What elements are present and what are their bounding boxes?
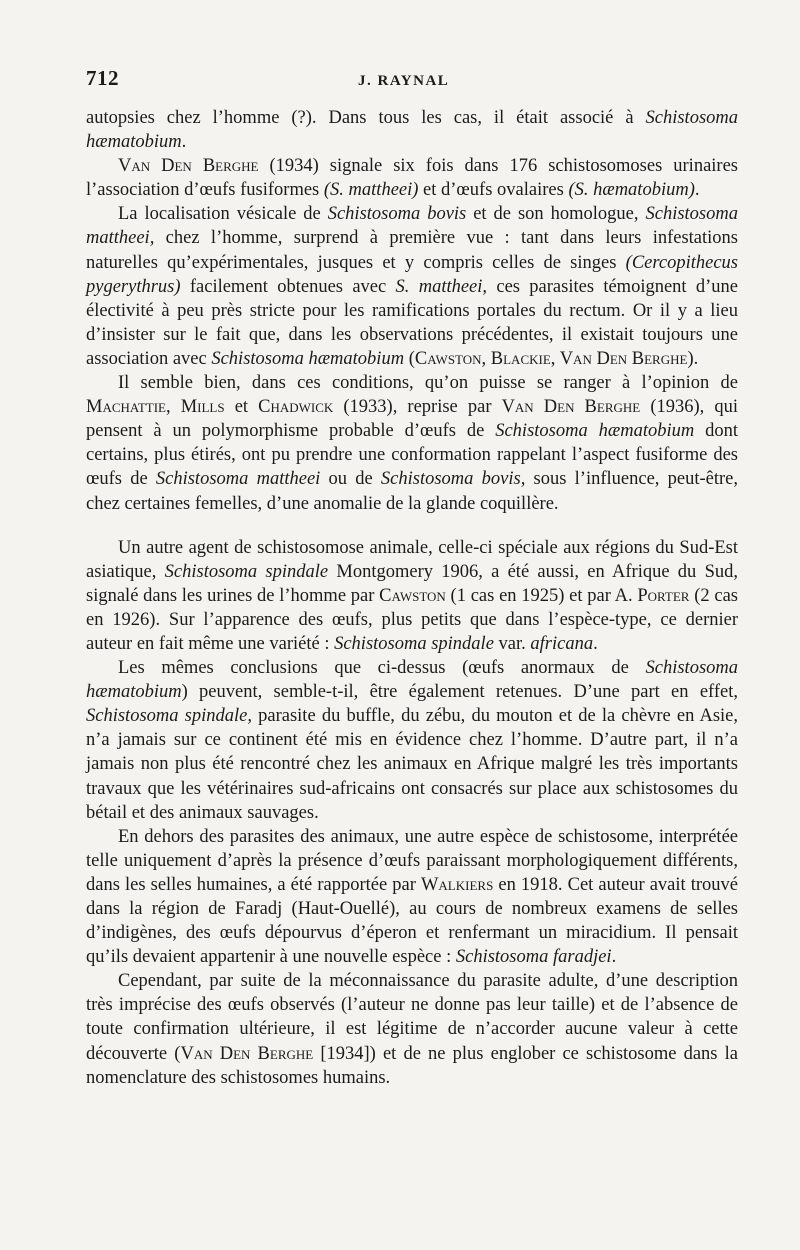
- paragraph-3: La localisation vésicale de Schistosoma bovis et de son homologue, Schistosoma mattheei, chez l’homme, surprend à première vue : tant dans leurs infestations naturelles qu’expérimentales, jusques et y compris celles de singes (Cercopithecus pygerythrus) facilement obtenues avec S. mattheei, ces parasites témoignent d’une électivité à peu près stricte pour les ramifications portales du rectum. Or il y a lieu d’insister sur le fait que, dans les observations précédentes, il existait toujours une association avec Schistosoma hæmatobium (Cawston, Blackie, Van Den Berghe).: [86, 204, 739, 369]
- paragraph-4: Il semble bien, dans ces conditions, qu’on puisse se ranger à l’opinion de Machattie, Mills et Chadwick (1933), reprise par Van Den Berghe (1936), qui pensent à un polymorphisme probable d’œufs de Schistosoma hæmatobium dont certains, plus étirés, ont pu prendre une conformation rappelant l’aspect fusiforme des œufs de Schistosoma mattheei ou de Schistosoma bovis, sous l’influence, peut-être, chez certaines femelles, d’une anomalie de la glande coquillère.: [86, 373, 739, 514]
- paragraph-8: Cependant, par suite de la méconnaissance du parasite adulte, d’une description très imprécise des œufs observés (l’auteur ne donne pas leur taille) et de l’absence de toute confirmation ultérieure, il est légitime de n’accorder aucune valeur à cette découverte (Van Den Berghe [1934]) et de ne plus englober ce schistosome dans la nomenclature des schistosomes humains.: [86, 971, 738, 1088]
- page-number: 712: [86, 66, 119, 90]
- paragraph-7: En dehors des parasites des animaux, une autre espèce de schistosome, interprétée telle uniquement d’après la présence d’œufs paraissant morphologiquement différents, dans les selles humaines, a été rapportée par Walkiers en 1918. Cet auteur avait trouvé dans la région de Faradj (Haut-Ouellé), au cours de nombreux examens de selles d’indigènes, des œufs dépourvus d’éperon et renfermant un miracidium. Il pensait qu’ils devaient appartenir à une nouvelle espèce : Schistosoma faradjei.: [86, 826, 738, 968]
- paragraph-5: Un autre agent de schistosomose animale, celle-ci spéciale aux régions du Sud-Est asiatique, Schistosoma spindale Montgomery 1906, a été aussi, en Afrique du Sud, signalé dans les urines de l’homme par Cawston (1 cas en 1925) et par A. Porter (2 cas en 1926). Sur l’apparence des œufs, plus petits que dans l’espèce-type, ce dernier auteur en fait même une variété : Schistosoma spindale var. africana.: [86, 537, 738, 654]
- body-text: [86, 106, 738, 1090]
- paragraph-6: Les mêmes conclusions que ci-dessus (œufs anormaux de Schistosoma hæmatobium) peuvent, semble-t-il, être également retenues. D’une part en effet, Schistosoma spindale, parasite du buffle, du zébu, du mouton et de la chèvre en Asie, n’a jamais sur ce continent été mis en évidence chez l’homme. D’autre part, il n’a jamais non plus été rencontré chez les animaux en Afrique malgré les très importants travaux que les vétérinaires sud-africains ont consacrés sur place aux schistosomes du bétail et des animaux sauvages.: [86, 658, 738, 823]
- page-header: [86, 66, 736, 96]
- paragraph-2: Van Den Berghe (1934) signale six fois dans 176 schistosomoses urinaires l’association d’œufs fusiformes (S. mattheei) et d’œufs ovalaires (S. hæmatobium).: [86, 156, 738, 201]
- running-head: J. RAYNAL: [358, 73, 450, 89]
- paragraph-1: autopsies chez l’homme (?). Dans tous les cas, il était associé à Schistosoma hæmatobium.: [86, 108, 738, 153]
